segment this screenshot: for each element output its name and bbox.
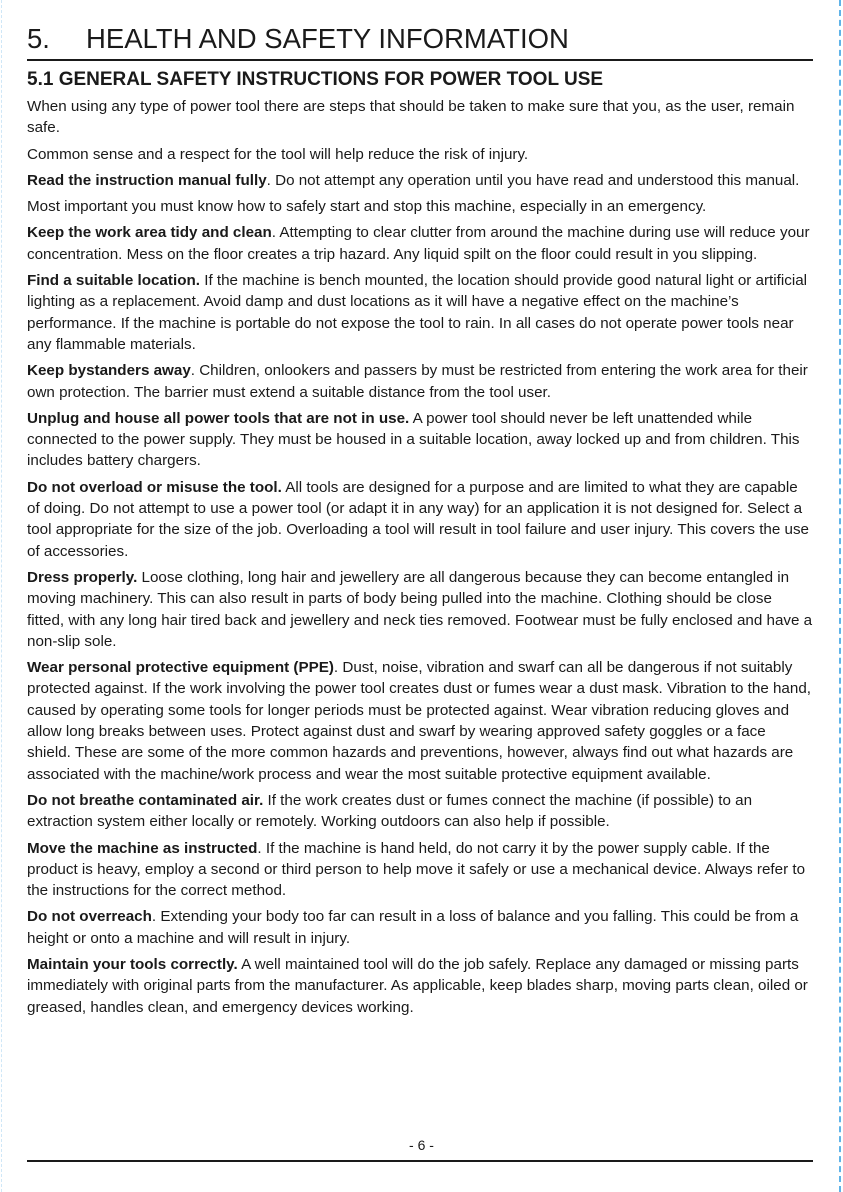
paragraph-lead: Read the instruction manual fully [27,171,267,189]
paragraph-unplug [27,408,813,472]
section-number: 5. [27,23,50,54]
paragraph-text: Loose clothing, long hair and jewellery are all dangerous because they can become entangled in moving machinery. This can also result in parts of body being pulled into the machine. Clothing should be close fitted, with any long hair tired back and jewellery and neck ties removed. Footwear must be fully enclosed and have a non-slip sole. [27,568,813,650]
footer-divider [27,1160,813,1162]
paragraph-text: . Do not attempt any operation until you have read and understood this manual. [266,171,800,189]
paragraph-lead: Move the machine as instructed [27,839,258,857]
paragraph-lead: Wear personal protective equipment (PPE) [27,659,334,677]
paragraph-bystanders [27,360,813,403]
paragraph-text: Common sense and a respect for the tool will help reduce the risk of injury. [27,145,529,163]
paragraph-text: When using any type of power tool there are steps that should be taken to make sure that you, as the user, remain safe. [27,98,795,137]
document-page [27,22,813,1023]
paragraph-maintain [27,954,813,1018]
paragraph-lead: Do not breathe contaminated air. [27,791,264,809]
paragraph-ppe [27,657,813,785]
paragraph-lead: Maintain your tools correctly. [27,955,238,973]
paragraph-text: A power tool should never be left unattended while connected to the power supply. They must be housed in a suitable location, away locked up and from children. This includes battery chargers. [27,409,800,470]
page-edge-left [1,0,2,1192]
paragraph-text: . If the machine is hand held, do not carry it by the power supply cable. If the product is heavy, employ a second or third person to help move it safely or use a mechanical device. Always refer to the instructions for the correct method. [27,839,806,900]
page-edge-right [839,0,841,1192]
paragraph-text: . Extending your body too far can result in a loss of balance and you falling. This could be from a height or onto a machine and will result in injury. [27,908,799,947]
paragraph-read-manual [27,170,813,191]
paragraph-lead: Dress properly. [27,568,138,586]
paragraph-dress [27,567,813,652]
paragraph-air [27,790,813,833]
paragraph-text: Most important you must know how to safely start and stop this machine, especially in an emergency. [27,198,707,216]
subsection-heading: 5.1 GENERAL SAFETY INSTRUCTIONS FOR POWER TOOL USE [27,69,604,90]
paragraph-common-sense [27,144,813,165]
paragraph-lead: Do not overreach [27,908,152,926]
paragraph-move [27,838,813,902]
paragraph-list [27,96,813,1018]
paragraph-text: . Attempting to clear clutter from around the machine during use will reduce your concentration. Mess on the floor creates a trip hazard. Any liquid spilt on the floor could result in you slipping. [27,224,810,263]
paragraph-text: . Children, onlookers and passers by must be restricted from entering the work area for their own protection. The barrier must extend a suitable distance from the tool user. [27,362,808,401]
paragraph-work-area [27,222,813,265]
paragraph-intro [27,96,813,139]
paragraph-lead: Unplug and house all power tools that are not in use. [27,409,410,427]
paragraph-text: A well maintained tool will do the job safely. Replace any damaged or missing parts immediately with original parts from the manufacturer. As applicable, keep blades sharp, moving parts clean, oiled or greased, handles clean, and emergency devices working. [27,955,808,1016]
paragraph-text: . Dust, noise, vibration and swarf can all be dangerous if not suitably protected against. If the work involving the power tool creates dust or fumes wear a dust mask. Vibration to the hand, caused by operating some tools for longer periods must be protected against. Wear vibration reducing gloves and allow long breaks between uses. Protect against dust and swarf by wearing approved safety goggles or a face shield. These are some of the more common hazards and preventions, however, always find out what hazards are associated with the machine/work process and wear the most suitable protective equipment available. [27,659,811,783]
paragraph-location [27,270,813,355]
paragraph-lead: Keep the work area tidy and clean [27,224,272,242]
paragraph-lead: Do not overload or misuse the tool. [27,478,282,496]
paragraph-text: If the machine is bench mounted, the location should provide good natural light or artificial lighting as a replacement. Avoid damp and dust locations as it will have a negative effect on the machine’s performance. If the machine is portable do not expose the tool to rain. In all cases do not operate power tools near any flammable materials. [27,272,808,353]
paragraph-lead: Find a suitable location. [27,272,200,290]
paragraph-overload [27,477,813,562]
paragraph-text: If the work creates dust or fumes connect the machine (if possible) to an extraction system either locally or remotely. Working outdoors can also help if possible. [27,791,753,831]
section-heading [27,22,813,61]
paragraph-start-stop [27,196,813,217]
section-title: HEALTH AND SAFETY INFORMATION [86,23,569,54]
paragraph-lead: Keep bystanders away [27,362,191,380]
paragraph-text: All tools are designed for a purpose and are limited to what they are capable of doing. Do not attempt to use a power tool (or adapt it in any way) for an application it is not designed for. Select a tool appropriate for the size of the job. Overloading a tool will result in tool failure and user injury. This covers the use of accessories. [27,478,810,560]
page-number: - 6 - [409,1137,434,1153]
paragraph-overreach [27,906,813,949]
